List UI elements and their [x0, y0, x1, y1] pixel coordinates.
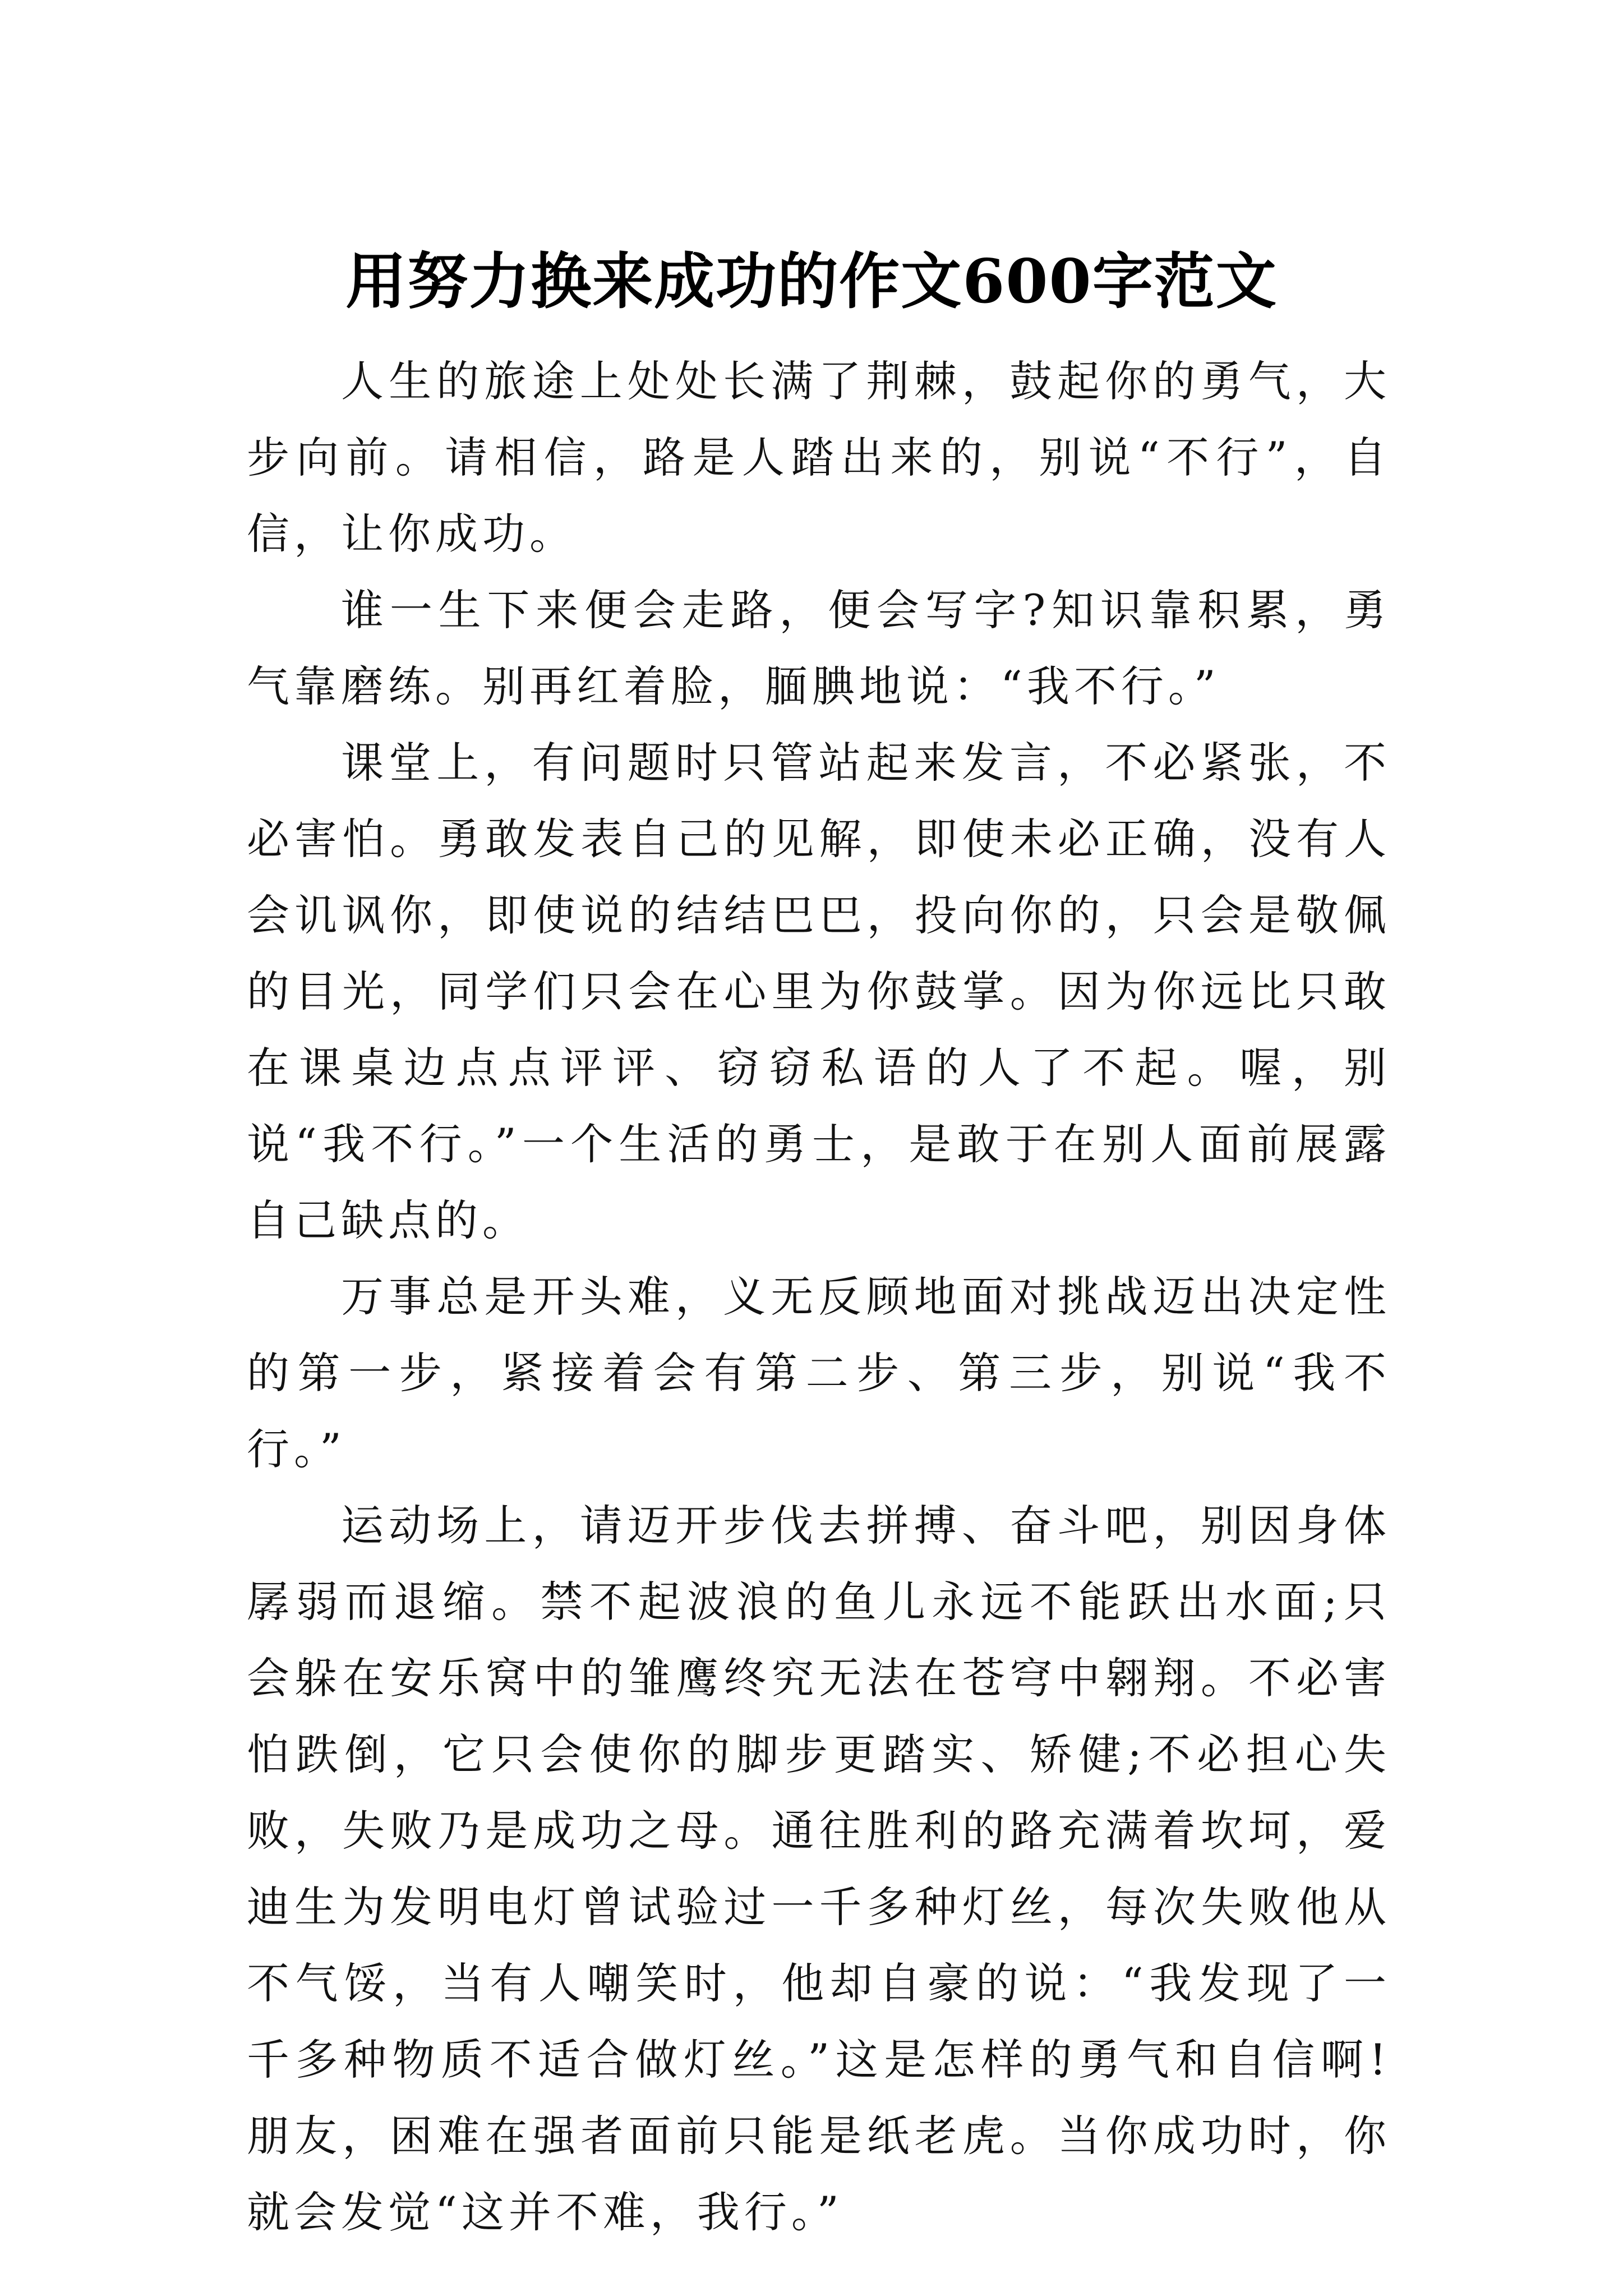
paragraph-3: 课堂上，有问题时只管站起来发言，不必紧张，不必害怕。勇敢发表自己的见解，即使未必正确，没有人会讥讽你，即使说的结结巴巴，投向你的，只会是敬佩的目光，同学们只会在心里为你鼓掌。因为你远比只敢在课桌边点点评评、窃窃私语的人了不起。喔，别说“我不行。”一个生活的勇士，是敢于在别人面前展露自己缺点的。: [247, 738, 1391, 1245]
paragraph-2: 谁一生下来便会走路，便会写字?知识靠积累，勇气靠磨练。别再红着脸，腼腆地说：“我不行。”: [247, 585, 1391, 711]
document-title: 用努力换来成功的作文600字范文: [345, 246, 1278, 318]
paragraph-1: 人生的旅途上处处长满了荆棘，鼓起你的勇气，大步向前。请相信，路是人踏出来的，别说“不行”，自信，让你成功。: [247, 356, 1391, 559]
paragraph-5: 运动场上，请迈开步伐去拼搏、奋斗吧，别因身体孱弱而退缩。禁不起波浪的鱼儿永远不能跃出水面;只会躲在安乐窝中的雏鹰终究无法在苍穹中翱翔。不必害怕跌倒，它只会使你的脚步更踏实、矫健;不必担心失败，失败乃是成功之母。通往胜利的路充满着坎坷，爱迪生为发明电灯曾试验过一千多种灯丝，每次失败他从不气馁，当有人嘲笑时，他却自豪的说：“我发现了一千多种物质不适合做灯丝。”这是怎样的勇气和自信啊!朋友，困难在强者面前只能是纸老虎。当你成功时，你就会发觉“这并不难，我行。”: [247, 1501, 1391, 2237]
paragraph-4: 万事总是开头难，义无反顾地面对挑战迈出决定性的第一步，紧接着会有第二步、第三步，别说“我不行。”: [247, 1272, 1391, 1474]
document-body: [247, 343, 1391, 2251]
